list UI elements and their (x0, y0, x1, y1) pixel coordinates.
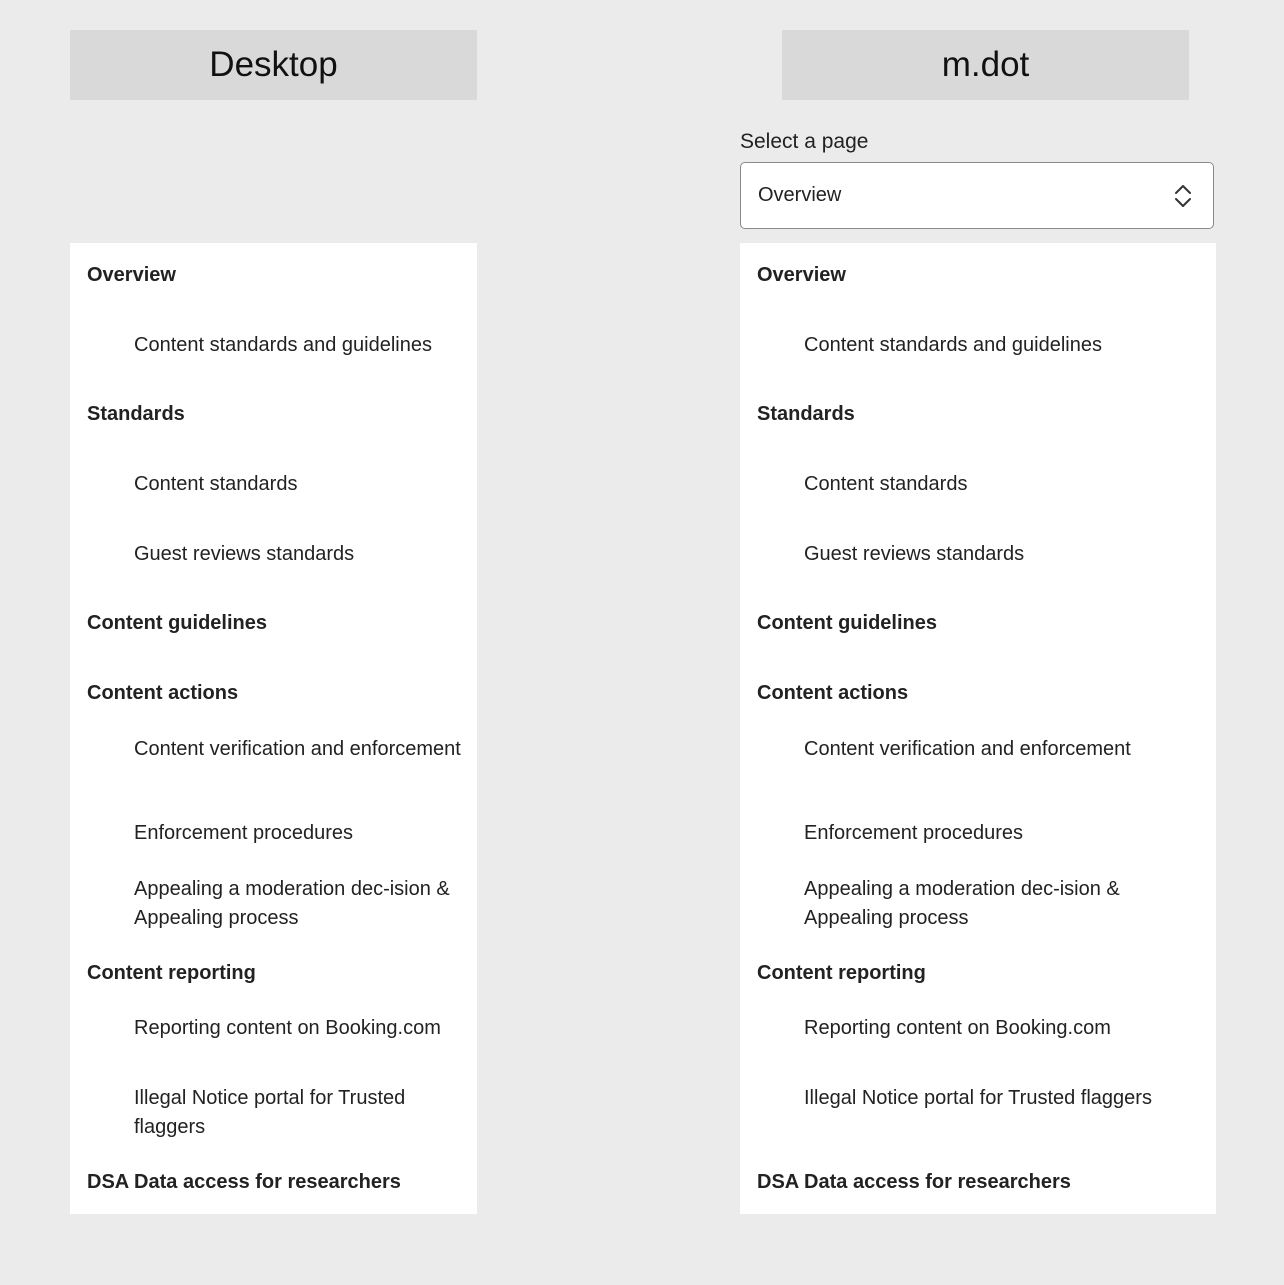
desktop-nav-item-appealing[interactable]: Appealing a moderation dec-ision & Appealing process (134, 878, 450, 929)
mdot-nav-item-illegal-notice-portal[interactable]: Illegal Notice portal for Trusted flaggers (804, 1087, 1152, 1109)
select-page-value: Overview (758, 184, 842, 206)
mdot-nav-item-content-standards[interactable]: Content standards (804, 473, 968, 495)
desktop-nav-item-content-verification[interactable]: Content verification and enforcement (134, 738, 461, 760)
mdot-column-title: m.dot (782, 30, 1189, 100)
mdot-nav-item-reporting-content[interactable]: Reporting content on Booking.com (804, 1017, 1111, 1039)
desktop-nav-item-content-actions[interactable]: Content actions (87, 682, 239, 704)
mdot-nav-item-guest-reviews-standards[interactable]: Guest reviews standards (804, 543, 1025, 565)
desktop-nav-item-content-standards-and-guidelines[interactable]: Content standards and guidelines (134, 334, 432, 356)
desktop-nav-item-reporting-content[interactable]: Reporting content on Booking.com (134, 1017, 441, 1039)
mdot-nav-item-content-verification[interactable]: Content verification and enforcement (804, 738, 1131, 760)
desktop-nav-panel (70, 243, 477, 1214)
select-page-dropdown[interactable] (740, 162, 1214, 229)
chevron-up-down-icon (1173, 183, 1193, 209)
mdot-nav-item-standards[interactable]: Standards (757, 403, 855, 425)
desktop-nav-item-illegal-notice-portal[interactable]: Illegal Notice portal for Trusted flaggers (134, 1087, 406, 1138)
desktop-nav-item-overview[interactable]: Overview (87, 264, 176, 286)
desktop-column-title: Desktop (70, 30, 477, 100)
mdot-nav-item-dsa-data-access[interactable]: DSA Data access for researchers (757, 1171, 1071, 1193)
mdot-nav-item-content-reporting[interactable]: Content reporting (757, 962, 926, 984)
desktop-nav-item-content-reporting[interactable]: Content reporting (87, 962, 256, 984)
mdot-nav-item-overview[interactable]: Overview (757, 264, 846, 286)
mdot-nav-item-enforcement-procedures[interactable]: Enforcement procedures (804, 822, 1024, 844)
mdot-nav-panel (740, 243, 1216, 1214)
mdot-nav-item-content-standards-and-guidelines[interactable]: Content standards and guidelines (804, 334, 1102, 356)
desktop-nav-item-content-guidelines[interactable]: Content guidelines (87, 612, 267, 634)
mdot-nav-item-content-actions[interactable]: Content actions (757, 682, 909, 704)
desktop-nav-item-dsa-data-access[interactable]: DSA Data access for researchers (87, 1171, 401, 1193)
desktop-nav-item-guest-reviews-standards[interactable]: Guest reviews standards (134, 543, 355, 565)
desktop-nav-item-enforcement-procedures[interactable]: Enforcement procedures (134, 822, 354, 844)
select-page-label: Select a page (740, 130, 869, 153)
mdot-nav-item-appealing[interactable]: Appealing a moderation dec-ision & Appealing process (804, 878, 1120, 929)
desktop-nav-item-content-standards[interactable]: Content standards (134, 473, 298, 495)
mdot-nav-item-content-guidelines[interactable]: Content guidelines (757, 612, 937, 634)
desktop-nav-item-standards[interactable]: Standards (87, 403, 185, 425)
